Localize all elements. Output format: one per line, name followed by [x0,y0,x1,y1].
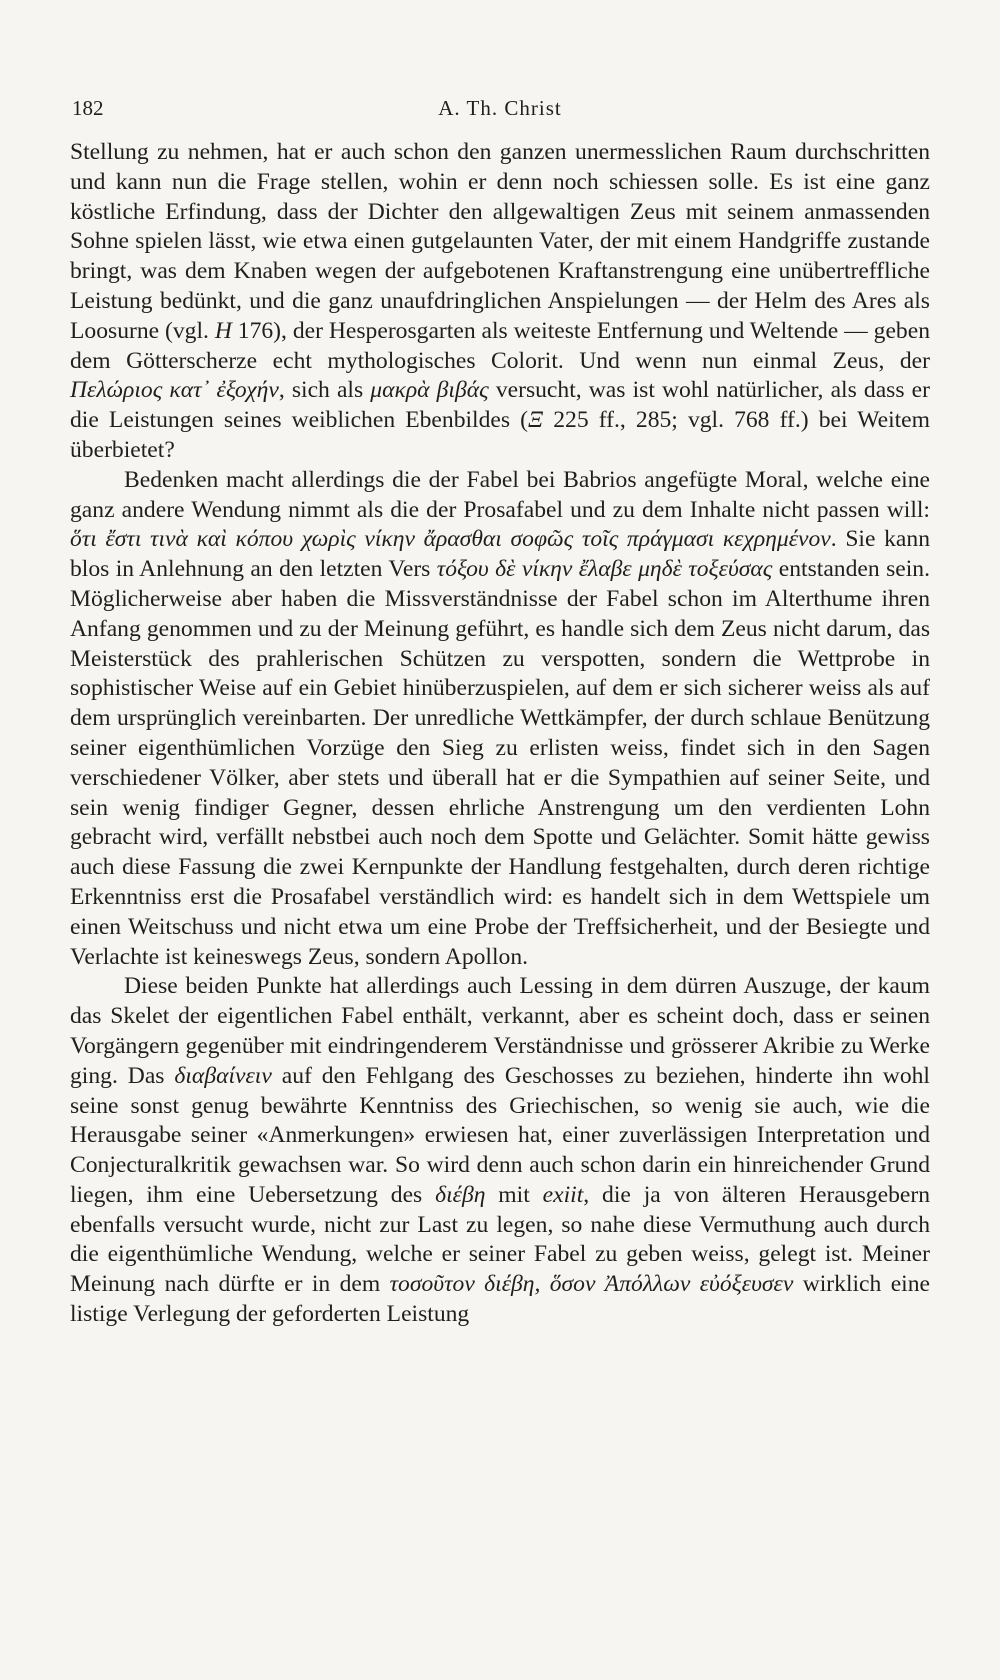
paragraph-2 [70,466,930,973]
page-number: 182 [72,96,104,120]
italic-text: μακρὰ βιβάς [370,377,489,404]
text-run: . Sie kann blos in Anlehnung an den letzten Vers [70,526,930,583]
italic-text: τοσοῦτον διέβη, ὅσον Ἀπόλλων εὐόξευσεν [389,1271,794,1298]
paragraph-3 [70,972,930,1330]
text-run: wirklich eine listige Verlegung der geforderten Leistung [70,1271,930,1328]
text-run: entstanden sein. Möglicherweise aber haben die Missverständnisse der Fabel schon im Alterthume ihren Anfang genommen und zu der Meinung geführt, es handle sich dem Zeus nicht darum, das Meisterstück des prahlerischen Schützen zu verspotten, sondern die Wettprobe in sophistischer Weise auf ein Gebiet hinüberzuspielen, auf dem er sich sicherer weiss als auf dem ursprünglich vereinbarten. Der unredliche Wettkämpfer, der durch schlaue Benützung seiner eigenthümlichen Vorzüge den Sieg zu erlisten weiss, findet sich in den Sagen verschiedener Völker, aber stets und überall hat er die Sympathien auf seiner Seite, und sein wenig findiger Gegner, dessen ehrliche Anstrengung um den verdienten Lohn gebracht wird, verfällt nebstbei auch noch dem Spotte und Gelächter. Somit hätte gewiss auch diese Fassung die zwei Kernpunkte der Handlung festgehalten, durch deren richtige Erkenntniss erst die Prosafabel verständlich wird: es handelt sich in dem Wettspiele um einen Weitschuss und nicht etwa um eine Probe der Treffsicherheit, und der Besiegte und Verlachte ist keineswegs Zeus, sondern Apollon. [70,556,930,970]
italic-text: exiit [542,1181,584,1208]
text-run: versucht, was ist wohl natürlicher, als dass er die Leistungen seines weiblichen Ebenbildes ( [70,377,930,434]
text-run: 225 ff., 285; vgl. 768 ff.) bei Weitem überbietet? [70,407,931,463]
text-run: 176), der Hesperosgarten als weiteste Entfernung und Weltende — geben dem Götterscherze echt mythologisches Colorit. Und wenn nun einmal Zeus, der [70,317,930,374]
text-run: mit [485,1181,543,1208]
italic-text: διέβη [435,1181,486,1208]
italic-text: διαβαίνειν [174,1062,272,1089]
page-header [72,96,928,126]
italic-text: H [214,317,232,344]
text-run: Stellung zu nehmen, hat er auch schon den ganzen unermesslichen Raum durchschritten und kann nun die Frage stellen, wohin er denn noch schiessen solle. Es ist eine ganz köstliche Erfindung, dass der Dichter den allgewaltigen Zeus mit seinem anmassenden Sohne spielen lässt, wie etwa einen gutgelaunten Vater, der mit einem Handgriffe zustande bringt, was dem Knaben wegen der aufgebotenen Kraftanstrengung eine unübertreffliche Leistung bedünkt, und die ganz unaufdringlichen Anspielungen — der Helm des Ares als Loosurne (vgl. [70,139,930,344]
text-run: Diese beiden Punkte hat allerdings auch Lessing in dem dürren Auszuge, der kaum das Skelet der eigentlichen Fabel enthält, verkannt, aber es scheint doch, dass er seinen Vorgängern gegenüber mit eindringenderem Verständnisse und grösserer Akribie zu Werke ging. Das [70,973,930,1089]
body-text [70,138,930,1330]
paragraph-1 [70,138,930,466]
text-run: Bedenken macht allerdings die der Fabel bei Babrios angefügte Moral, welche eine ganz andere Wendung nimmt als die der Prosafabel und zu dem Inhalte nicht passen will: [70,466,930,523]
running-head: A. Th. Christ [438,96,562,120]
text-run: auf den Fehlgang des Geschosses zu beziehen, hinderte ihn wohl seine sonst genug bewährte Kenntniss des Griechischen, so wenig sie auch, wie die Herausgabe seiner «Anmerkungen» erwiesen hat, einer zuverlässigen Interpretation und Conjecturalkritik gewachsen war. So wird denn auch schon darin ein hinreichender Grund liegen, ihm eine Uebersetzung des [70,1062,930,1208]
italic-text: Ξ [528,407,544,434]
italic-text: Πελώριος κατ᾽ ἐξοχήν [70,377,279,404]
italic-text: ὅτι ἔστι τινὰ καὶ κόπου χωρὶς νίκην ἄρασθαι σοφῶς τοῖς πράγμασι κεχρημένον [70,526,831,553]
italic-text: τόξου δὲ νίκην ἔλαβε μηδὲ τοξεύσας [436,556,773,583]
text-run: , sich als [278,377,371,404]
text-run: , die ja von älteren Herausgebern ebenfalls versucht wurde, nicht zur Last zu legen, so nahe diese Vermuthung auch durch die eigenthümliche Wendung, welche er seiner Fabel zu geben weiss, gelegt ist. Meiner Meinung nach dürfte er in dem [70,1181,930,1298]
